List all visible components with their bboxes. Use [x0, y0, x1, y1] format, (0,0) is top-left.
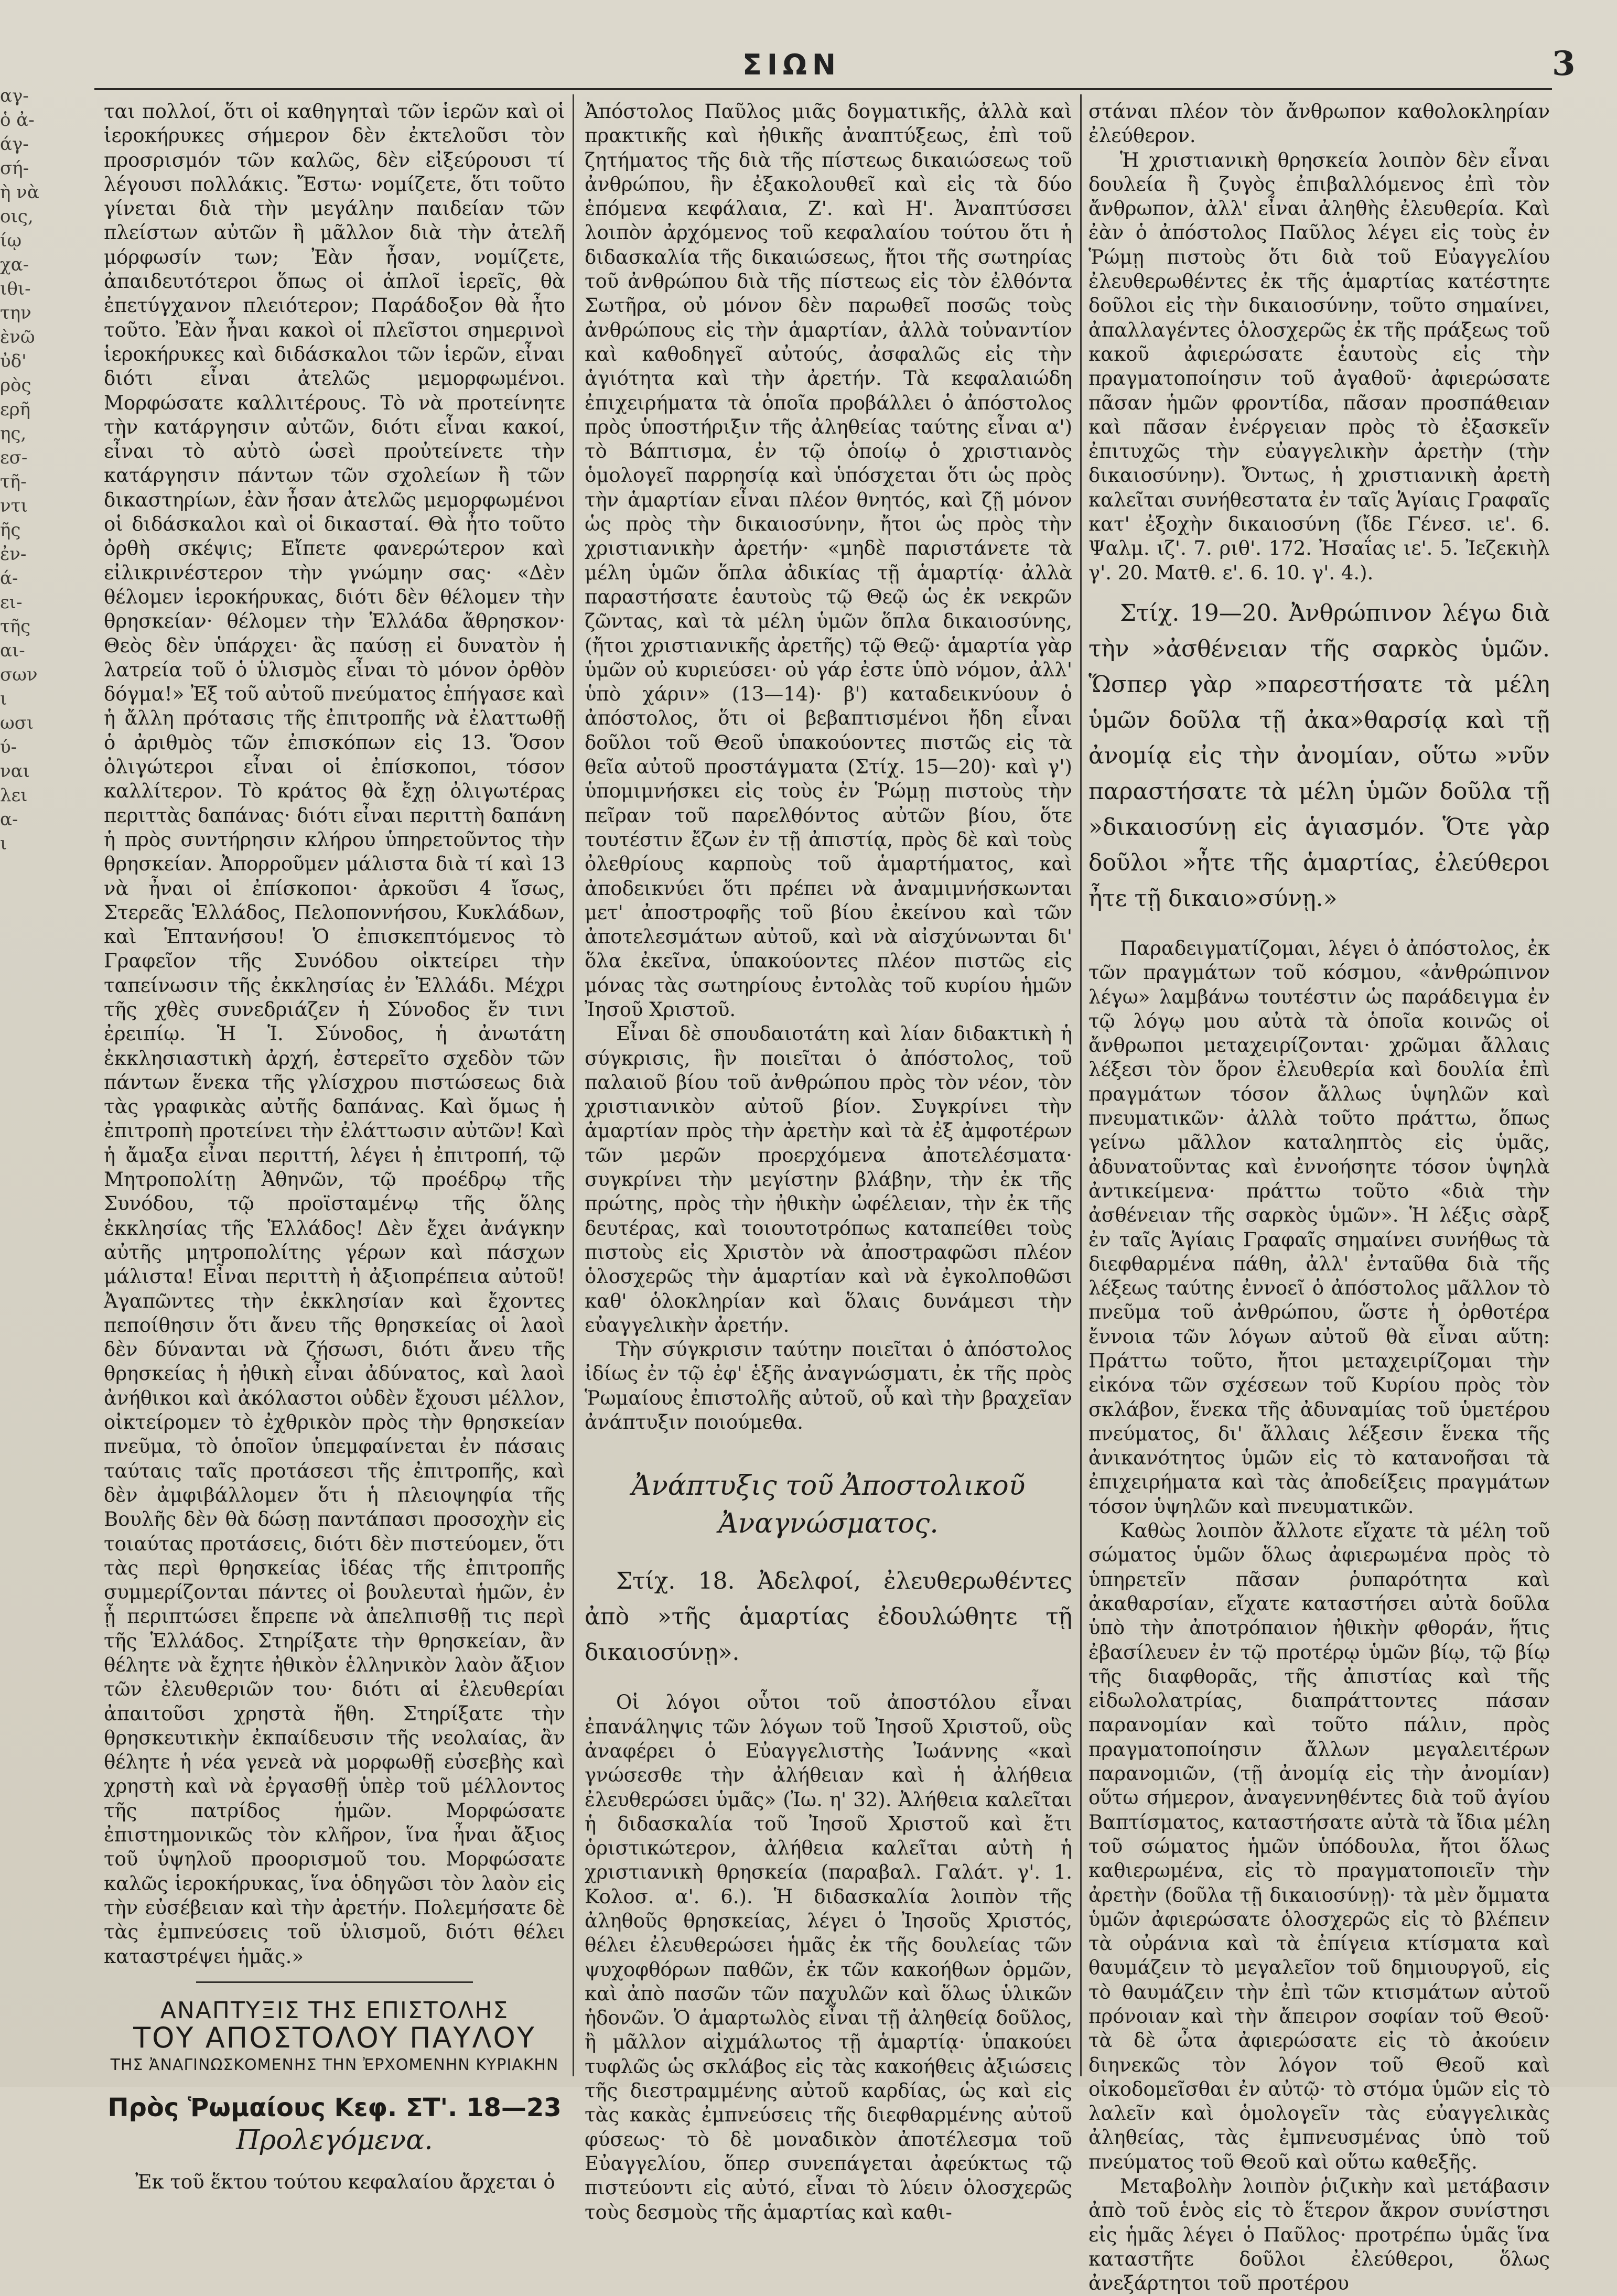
edge-fragment: ίῳ [0, 230, 22, 251]
page-number: 3 [1552, 44, 1576, 83]
edge-fragment: α- [0, 809, 18, 830]
edge-fragment: ι [0, 833, 7, 854]
edge-fragment: αι- [0, 640, 25, 661]
edge-fragment: αγ- [0, 85, 29, 106]
edge-fragment: ιθι- [0, 278, 31, 299]
col3-paragraph: Καθὼς λοιπὸν ἄλλοτε εἴχατε τὰ μέλη τοῦ σώματος ὑμῶν ὅλως ἀφιερωμένα πρὸς τὸ ὑπηρετεῖν πᾶσαν ῥυπαρότητα καὶ ἀκαθαρσίαν, εἴχατε καταστήσει αὐτὰ δοῦλα ὑπὸ τὴν ἀποτρόπαιον ἠθικὴν φθοράν, ἥτις ἐβασίλευεν ἐν τῷ προτέρῳ ὑμῶν βίῳ, τῷ βίῳ τῆς διαφθορᾶς, τῆς ἀπιστίας καὶ τῆς εἰδωλολατρίας, διαπράττοντες πάσαν παρανομίαν καὶ τοῦτο πάλιν, πρὸς πραγματοποίησιν ἄλλων μεγαλειτέρων παρανομιῶν, (τῇ ἀνομίᾳ εἰς τὴν ἀνομίαν) οὕτω σήμερον, ἀναγεννηθέντες διὰ τοῦ ἁγίου Βαπτίσματος, καταστήσατε αὐτὰ τὰ ἴδια μέλη τοῦ σώματος ἡμῶν ὑπόδουλα, ἤτοι ὅλως καθιερωμένα, εἰς τὸ πραγματοποιεῖν τὴν ἀρετὴν (δοῦλα τῇ δικαιοσύνῃ)· τὰ μὲν ὄμματα ὑμῶν ἀφιερώσατε ὁλοσχερῶς εἰς τὸ βλέπειν τὰ οὐράνια καὶ τὰ ἐπίγεια κτίσματα καὶ θαυμάζειν τὸ μεγαλεῖον τοῦ δημιουργοῦ, εἰς τὸ θαυμάζειν τὴν ἐπὶ τῶν κτισμάτων αὐτοῦ πρόνοιαν καὶ τὴν ἄπειρον σοφίαν τοῦ Θεοῦ· τὰ δὲ ὦτα ἀφιερώσατε εἰς τὸ ἀκούειν διηνεκῶς τὸν λόγον τοῦ Θεοῦ καὶ οἰκοδομεῖσθαι ἐν αὐτῷ· τὸ στόμα ὑμῶν εἰς τὸ λαλεῖν καὶ ὁμολογεῖν τὰς εὐαγγελικὰς ἀληθείας, τὰς ἐμπνευσμένας ὑπὸ τοῦ πνεύματος τοῦ Θεοῦ καὶ οὕτω καθεξῆς. [1088, 1519, 1550, 2173]
section-heading: Ἀνάπτυξις τοῦ Ἀποστολικοῦ Ἀναγνώσματος. [631, 1470, 1026, 1540]
col1-paragraph: ται πολλοί, ὅτι οἱ καθηγηταὶ τῶν ἱερῶν καὶ οἱ ἱεροκήρυκες σήμερον δὲν ἐκτελοῦσι τὸν προσρισμόν τῶν καλῶς, δὲν εἰξεύρουσι τί λέγουσι πολλάκις. Ἔστω· νομίζετε, ὅτι τοῦτο γίνεται διὰ τὴν μεγάλην παιδείαν τῶν πλείστων αὐτῶν ἢ μᾶλλον διὰ τὴν ἀτελῆ μόρφωσίν των; Ἐὰν ἦσαν, νομίζετε, ἀπαιδευτότεροι ὅπως οἱ ἁπλοῖ ἱερεῖς, θὰ ἐπετύγχανον πλειότερον; Παράδοξον θὰ ἦτο τοῦτο. Ἐὰν ἦναι κακοὶ οἱ πλεῖστοι σημερινοὶ ἱεροκήρυκες καὶ διδάσκαλοι τῶν ἱερῶν, εἶναι διότι εἶναι ἀτελῶς μεμορφωμένοι. Μορφώσατε καλλιτέρους. Τὸ νὰ προτείνητε τὴν κατάργησιν αὐτῶν, διότι εἶναι κακοί, εἶναι τὸ αὐτὸ ὡσεὶ προὐτείνετε τὴν κατάργησιν πάντων τῶν σχολείων ἢ τῶν δικαστηρίων, ἐὰν ἦσαν ἀτελῶς μεμορφωμένοι οἱ διδάσκαλοι καὶ οἱ δικασταί. Θὰ ἦτο τοῦτο ὀρθὴ σκέψις; Εἴπετε φανερώτερον καὶ εἰλικρινέστερον τὴν γνώμην σας· «Δὲν θέλομεν ἱεροκήρυκας, διότι δὲν θέλομεν τὴν θρησκείαν· θέλομεν τὴν Ἑλλάδα ἄθρησκον· Θεὸς δὲν ὑπάρχει· ἂς παύσῃ εἰ δυνατὸν ἡ λατρεία τοῦ ὁ ὑλισμὸς εἶναι τὸ μόνον ὀρθὸν δόγμα!» Ἐξ τοῦ αὐτοῦ πνεύματος ἐπήγασε καὶ ἡ ἄλλη πρότασις τῆς ἐπιτροπῆς νὰ ἐλαττωθῇ ὁ ἀριθμὸς τῶν ἐπισκόπων εἰς 13. Ὅσον ὀλιγώτεροι εἶναι οἱ ἐπίσκοποι, τόσον καλλίτερον. Τὸ κράτος θὰ ἔχῃ ὀλιγωτέρας περιττὰς δαπάνας· διότι εἶναι περιττὴ δαπάνη ἡ πρὸς συντήρησιν κλήρου ὑπηρετοῦντος τὴν θρησκείαν. Ἀπορροῦμεν μάλιστα διὰ τί καὶ 13 νὰ ἦναι οἱ ἐπίσκοποι· ἀρκοῦσι 4 ἴσως, Στερεᾶς Ἑλλάδος, Πελοποννήσου, Κυκλάδων, καὶ Ἑπτανήσου! Ὁ ἐπισκεπτόμενος τὸ Γραφεῖον τῆς Συνόδου οἰκτείρει τὴν ταπείνωσιν τῆς ἐκκλησίας ἐν Ἑλλάδι. Μέχρι τῆς χθὲς συνεδριάζεν ἡ Σύνοδος ἔν τινι ἐρειπίῳ. Ἡ Ἱ. Σύνοδος, ἡ ἀνωτάτη ἐκκλησιαστικὴ ἀρχή, ἐστερεῖτο σχεδὸν τῶν πάντων ἕνεκα τῆς γλίσχρου πιστώσεως διὰ τὰς γραφικὰς αὐτῆς δαπάνας. Καὶ ὅμως ἡ ἐπιτροπὴ προτείνει τὴν ἐλάττωσιν αὐτῶν! Καὶ ἡ ἄμαξα εἶναι περιττή, λέγει ἡ ἐπιτροπή, τῷ Μητροπολίτῃ Ἀθηνῶν, τῷ προέδρῳ τῆς Συνόδου, τῷ προϊσταμένῳ τῆς ὅλης ἐκκλησίας τῆς Ἑλλάδος! Δὲν ἔχει ἀνάγκην αὐτῆς μητροπολίτης γέρων καὶ πάσχων μάλιστα! Εἶναι περιττὴ ἡ ἀξιοπρέπεια αὐτοῦ! Ἀγαπῶντες τὴν ἐκκλησίαν καὶ ἔχοντες πεποίθησιν ὅτι ἄνευ τῆς θρησκείας οἱ λαοὶ δὲν δύνανται νὰ ζήσωσι, διότι ἄνευ τῆς θρησκείας ἡ ἠθικὴ εἶναι ἀδύνατος, καὶ λαοὶ ἀνήθικοι καὶ ἀκόλαστοι οὐδὲν ἔχουσι μέλλον, οἰκτείρομεν τὸ ἐχθρικὸν πρὸς τὴν θρησκείαν πνεῦμα, τὸ ὁποῖον ὑπεμφαίνεται ἐν πάσαις ταύταις ταῖς προτάσεσι τῆς ἐπιτροπῆς, καὶ δὲν ἀμφιβάλλομεν ὅτι ἡ πλειοψηφία τῆς Βουλῆς δὲν θὰ δώσῃ παντάπασι προσοχὴν εἰς τοιαύτας προτάσεις, διότι δὲν πιστεύομεν, ὅτι τὰς περὶ θρησκείας ἰδέας τῆς ἐπιτροπῆς συμμερίζονται πάντες οἱ βουλευταὶ ἡμῶν, ἐν ᾗ περιπτώσει ἔπρεπε νὰ ἀπελπισθῇ τις περὶ τῆς Ἑλλάδος. Στηρίξατε τὴν θρησκείαν, ἂν θέλητε νὰ ἔχητε ἠθικὸν ἑλληνικὸν λαὸν ἄξιον τῶν ἐλευθεριῶν του· διότι αἱ ἐλευθερίαι ἀπαιτοῦσι χρηστὰ ἤθη. Στηρίξατε τὴν θρησκευτικὴν ἐκπαίδευσιν τῆς νεολαίας, ἂν θέλητε ἡ νέα γενεὰ νὰ μορφωθῇ εὐσεβὴς καὶ χρηστὴ καὶ νὰ ἐργασθῇ ὑπὲρ τοῦ μέλλοντος τῆς πατρίδος ἡμῶν. Μορφώσατε ἐπιστημονικῶς τὸν κλῆρον, ἵνα ἦναι ἄξιος τοῦ ὑψηλοῦ προορισμοῦ του. Μορφώσατε καλῶς ἱεροκήρυκας, ἵνα ὁδηγῶσι τὸν λαὸν εἰς τὴν εὐσέβειαν καὶ τὴν ἀρετήν. Πολεμήσατε δὲ τὰς ἐμπνεύσεις τοῦ ὑλισμοῦ, διότι θέλει καταστρέψει ἡμᾶς.» [104, 100, 565, 1968]
col3-paragraph: Μεταβολὴν λοιπὸν ῥιζικὴν καὶ μετάβασιν ἀπὸ τοῦ ἑνὸς εἰς τὸ ἕτερον ἄκρον συνίστησι εἰς ἡμᾶς λέγει ὁ Παῦλος· προτρέπω ὑμᾶς ἵνα καταστῆτε δοῦλοι ἐλεύθεροι, ὅλως ἀνεξάρτητοι τοῦ προτέρου [1088, 2175, 1550, 2295]
verse-18: Στίχ. 18. Ἀδελφοί, ἐλευθερωθέντες ἀπὸ »τῆς ἁμαρτίας ἐδουλώθητε τῇ δικαιοσύνῃ». [585, 1568, 1072, 1666]
edge-fragment: την [0, 303, 31, 324]
edge-fragment: ρὸς [0, 375, 31, 396]
edge-fragment: ι [0, 688, 7, 709]
article-heading-3: ΤΗΣ ἈΝΑΓΙΝΩΣΚΟΜΕΝΗΣ ΤΗΝ ἘΡΧΟΜΕΝΗΝ ΚΥΡΙΑΚΗΝ [110, 2056, 559, 2075]
edge-fragment: άγ- [0, 134, 29, 155]
edge-fragment: εσ- [0, 447, 28, 468]
edge-fragment: ά- [0, 568, 18, 589]
edge-fragment: σή- [0, 158, 29, 179]
edge-fragment: ύ- [0, 737, 17, 758]
col2-paragraph: Οἱ λόγοι οὗτοι τοῦ ἀποστόλου εἶναι ἐπανάληψις τῶν λόγων τοῦ Ἰησοῦ Χριστοῦ, οὓς ἀναφέρει ὁ Εὐαγγελιστὴς Ἰωάννης «καὶ γνώσεσθε τὴν ἀλήθειαν καὶ ἡ ἀλήθεια ἐλευθερώσει ὑμᾶς» (Ἰω. η' 32). Ἀλήθεια καλεῖται ἡ διδασκαλία τοῦ Ἰησοῦ Χριστοῦ καὶ ἔτι ὁριστικώτερον, ἀλήθεια καλεῖται αὐτὴ ἡ χριστιανικὴ θρησκεία (παραβαλ. Γαλάτ. γ'. 1. Κολοσ. α'. 6.). Ἡ διδασκαλία λοιπὸν τῆς ἀληθοῦς θρησκείας, λέγει ὁ Ἰησοῦς Χριστός, θέλει ἐλευθερώσει ἡμᾶς ἐκ τῆς δουλείας τῶν ψυχοφθόρων παθῶν, ἐκ τῶν κακοήθων ὁρμῶν, καὶ ἀπὸ πασῶν τῶν παχυλῶν καὶ ὅλως ὑλικῶν ἡδονῶν. Ὁ ἁμαρτωλὸς εἶναι τῇ ἀληθείᾳ δοῦλος, ἢ μᾶλλον αἰχμάλωτος τῇ ἁμαρτίᾳ· ὑπακούει τυφλῶς ὡς σκλάβος εἰς τὰς κακοήθεις ἀξιώσεις τῆς διεστραμμένης αὐτοῦ καρδίας, ὡς καὶ εἰς τὰς κακὰς ἐμπνεύσεις τῆς διεφθαρμένης αὐτοῦ φύσεως· τὸ δὲ μοναδικὸν ἀποτέλεσμα τοῦ Εὐαγγελίου, ὅπερ συνεπάγεται ἀφεύκτως τῷ πιστεύοντι εἰς αὐτό, εἶναι τὸ λύειν ὁλοσχερῶς τοὺς δεσμοὺς τῆς ἁμαρτίας καὶ καθι- [585, 1691, 1072, 2224]
edge-fragment: σων [0, 664, 38, 685]
column-3 [1088, 100, 1550, 2295]
col3-paragraph: στάναι πλέον τὸν ἄνθρωπον καθολοκληρίαν ἐλεύθερον. [1088, 100, 1550, 147]
edge-fragment: χα- [0, 254, 29, 275]
col2-paragraph: Εἶναι δὲ σπουδαιοτάτη καὶ λίαν διδακτικὴ ἡ σύγκρισις, ἣν ποιεῖται ὁ ἀπόστολος, τοῦ παλαιοῦ βίου τοῦ ἀνθρώπου πρὸς τὸν νέον, τὸν χριστιανικὸν αὐτοῦ βίον. Συγκρίνει τὴν ἁμαρτίαν πρὸς τὴν ἀρετὴν καὶ τὰ ἐξ ἀμφοτέρων τῶν μερῶν προερχόμενα ἀποτελέσματα· συγκρίνει τὴν μεγίστην βλάβην, τὴν ἐκ τῆς πρώτης, πρὸς τὴν ἠθικὴν ὠφέλειαν, τὴν ἐκ τῆς δευτέρας, καὶ τοιουτοτρόπως καταπείθει τοὺς πιστοὺς εἰς Χριστὸν νὰ ἀποστραφῶσι πλέον ὁλοσχερῶς τὴν ἁμαρτίαν καὶ νὰ ἐγκολποθῶσι καθ' ὁλοκληρίαν καὶ ὅλαις δυνάμεσι τὴν εὐαγγελικὴν ἀρετήν. [585, 1022, 1072, 1336]
previous-page-edge [0, 84, 41, 2024]
edge-fragment: ερῆ [0, 399, 30, 420]
edge-fragment: ὐδ' [0, 351, 27, 372]
edge-fragment: ὴ νὰ [0, 182, 39, 203]
edge-fragment: οις, [0, 206, 34, 227]
edge-fragment: ὲνῶ [0, 327, 35, 348]
edge-fragment: ναι [0, 761, 30, 782]
column-rule-1 [573, 94, 574, 2076]
col2-paragraph: Τὴν σύγκρισιν ταύτην ποιεῖται ὁ ἀπόστολος ἰδίως ἐν τῷ ἐφ' ἑξῆς ἀναγνώσματι, ἐκ τῆς πρὸς Ῥωμαίους ἐπιστολῆς αὐτοῦ, οὗ καὶ τὴν βραχεῖαν ἀνάπτυξιν ποιούμεθα. [585, 1338, 1072, 1434]
edge-fragment: ης, [0, 423, 27, 444]
edge-fragment: τῆ- [0, 471, 27, 492]
edge-fragment: ντι [0, 495, 28, 516]
verse-19-20: Στίχ. 19—20. Ἀνθρώπινον λέγω διὰ τὴν »ἀσθένειαν τῆς σαρκὸς ὑμῶν. Ὥσπερ γὰρ »παρεστήσατε τὰ μέλη ὑμῶν δοῦλα τῇ ἀκα»θαρσίᾳ καὶ τῇ ἀνομίᾳ εἰς τὴν ἀνομίαν, οὕτω »νῦν παραστήσατε τὰ μέλη ὑμῶν δοῦλα τῇ »δικαιοσύνῃ εἰς ἁγιασμόν. Ὅτε γὰρ δοῦλοι »ἦτε τῆς ἁμαρτίας, ἐλεύθεροι ἦτε τῇ δικαιο»σύνῃ.» [1088, 599, 1550, 912]
edge-fragment: λει [0, 785, 28, 806]
edge-fragment: ὁ ἀ- [0, 110, 35, 131]
masthead-title: ΣΙΩΝ [742, 48, 842, 81]
article-heading-2: ΤΟΥ ΑΠΟΣΤΟΛΟΥ ΠΑΥΛΟΥ [133, 2021, 536, 2055]
edge-fragment: ῆς [0, 520, 21, 541]
column-1 [104, 100, 565, 2194]
edge-fragment: ἐν- [0, 544, 27, 565]
col3-paragraph: Παραδειγματίζομαι, λέγει ὁ ἀπόστολος, ἐκ τῶν πραγμάτων τοῦ κόσμου, «ἀνθρώπινον λέγω» λαμβάνω τουτέστιν ὡς παράδειγμα ἐν τῷ λόγῳ μου αὐτὰ τὰ ὁποῖα κοινῶς οἱ ἄνθρωποι μεταχειρίζονται· χρῶμαι ἄλλαις λέξεσι τὸν ὅρον ἐλευθερία καὶ δουλία ἐπὶ πραγμάτων τόσον ἄλλως ὑψηλῶν καὶ πνευματικῶν· ἀλλὰ τοῦτο πράττω, ὅπως γείνω μᾶλλον καταληπτὸς εἰς ὑμᾶς, ἀδυνατοῦντας καὶ ἐννοήσητε τόσον ὑψηλὰ ἀντικείμενα· πράττω τοῦτο «διὰ τὴν ἀσθένειαν τῆς σαρκὸς ὑμῶν». Ἡ λέξις σὰρξ ἐν ταῖς Ἁγίαις Γραφαῖς σημαίνει συνήθως τὰ διεφθαρμένα πάθη, ἀλλ' ἐνταῦθα διὰ τῆς λέξεως ταύτης ἐννοεῖ ὁ ἀπόστολος μᾶλλον τὸ πνεῦμα τοῦ ἀνθρώπου, ὥστε ἡ ὀρθοτέρα ἔννοια τῶν λόγων αὐτοῦ θὰ εἶναι αὕτη: Πράττω τοῦτο, ἤτοι μεταχειρίζομαι τὴν εἰκόνα τῶν σχέσεων τοῦ Κυρίου πρὸς τὸν σκλάβον, ἕνεκα τῆς ἀδυναμίας τοῦ ὑμετέρου πνεύματος, δι' ἄλλαις λέξεσιν ἕνεκα τῆς ἀνικανότητος ὑμῶν εἰς τὸ κατανοῆσαι τὰ ἐπιχειρήματα καὶ τὰς ἀποδείξεις πραγμάτων τόσον ὑψηλῶν καὶ πνευματικῶν. [1088, 936, 1550, 1518]
col3-paragraph: Ἡ χριστιανικὴ θρησκεία λοιπὸν δὲν εἶναι δουλεία ἢ ζυγὸς ἐπιβαλλόμενος ἐπὶ τὸν ἄνθρωπον, ἀλλ' εἶναι ἀληθὴς ἐλευθερία. Καὶ ἐὰν ὁ ἀπόστολος Παῦλος λέγει εἰς τοὺς ἐν Ῥώμῃ πιστοὺς ὅτι διὰ τοῦ Εὐαγγελίου ἐλευθερωθέντες ἐκ τῆς ἁμαρτίας κατέστητε δοῦλοι εἰς τὴν δικαιοσύνην, τοῦτο σημαίνει, ἀπαλλαγέντες ὁλοσχερῶς ἐκ τῆς πράξεως τοῦ κακοῦ ἀφιερώσατε ἑαυτοὺς εἰς τὴν πραγματοποίησιν τοῦ ἀγαθοῦ· ἀφιερώσατε πᾶσαν ἡμῶν φροντίδα, πᾶσαν προσπάθειαν καὶ πᾶσαν ἐνέργειαν πρὸς τὸ ἐξασκεῖν ἐπιτυχῶς τὴν εὐαγγελικὴν ἀρετὴν (τὴν δικαιοσύνην). Ὄντως, ἡ χριστιανικὴ ἀρετὴ καλεῖται συνήθεστατα ἐν ταῖς Ἁγίαις Γραφαῖς κατ' ἐξοχὴν δικαιοσύνη (ἴδε Γένεσ. ιε'. 6. Ψαλμ. ιζ'. 7. ριθ'. 172. Ἠσαΐας ιε'. 5. Ἰεζεκιὴλ γ'. 20. Ματθ. ε'. 6. 10. γ'. 4.). [1088, 148, 1550, 584]
edge-fragment: ει- [0, 592, 23, 613]
separator-rule [196, 1981, 473, 1983]
article-heading-4: Πρὸς Ῥωμαίους Κεφ. ΣΤ'. 18—23 [107, 2093, 562, 2122]
column-2 [585, 100, 1072, 2224]
col2-paragraph: Ἀπόστολος Παῦλος μιᾶς δογματικῆς, ἀλλὰ καὶ πρακτικῆς καὶ ἠθικῆς ἀναπτύξεως, ἐπὶ τοῦ ζητήματος τῆς διὰ τῆς πίστεως δικαιώσεως τοῦ ἀνθρώπου, ἣν ἐξακολουθεῖ καὶ εἰς τὰ δύο ἑπόμενα κεφάλαια, Ζ'. καὶ Η'. Ἀναπτύσσει λοιπὸν ἀρχόμενος τοῦ κεφαλαίου τούτου ὅτι ἡ διδασκαλία τῆς δικαιώσεως, ἤτοι τῆς σωτηρίας τοῦ ἀνθρώπου διὰ τῆς πίστεως εἰς τὸν ἐλθόντα Σωτῆρα, οὐ μόνον δὲν παρωθεῖ ποσῶς τοὺς ἀνθρώπους εἰς τὴν ἁμαρτίαν, ἀλλὰ τοὐναντίον καὶ καθοδηγεῖ αὐτούς, ἀσφαλῶς εἰς τὴν ἁγιότητα καὶ τὴν ἀρετήν. Τὰ κεφαλαιώδη ἐπιχειρήματα τὰ ὁποῖα προβάλλει ὁ ἀπόστολος πρὸς ὑποστήριξιν τῆς ἀληθείας ταύτης εἶναι α') τὸ Βάπτισμα, ἐν τῷ ὁποίῳ ὁ χριστιανὸς ὁμολογεῖ παρρησίᾳ καὶ ὑπόσχεται ὅτι ὡς πρὸς τὴν ἁμαρτίαν εἶναι πλέον θνητός, καὶ ζῇ μόνον ὡς πρὸς τὴν δικαιοσύνην, ἤτοι ὡς πρὸς τὴν χριστιανικὴν ἀρετήν· «μηδὲ παριστάνετε τὰ μέλη ὑμῶν ὅπλα ἀδικίας τῇ ἁμαρτίᾳ· ἀλλὰ παραστήσατε ἑαυτοὺς τῷ Θεῷ ὡς ἐκ νεκρῶν ζῶντας, καὶ τὰ μέλη ὑμῶν ὅπλα δικαιοσύνης, (ἤτοι χριστιανικῆς ἀρετῆς) τῷ Θεῷ· ἁμαρτία γὰρ ὑμῶν οὐ κυριεύσει· οὐ γάρ ἐστε ὑπὸ νόμον, ἀλλ' ὑπὸ χάριν» (13—14)· β') καταδεικνύουν ὁ ἀπόστολος, ὅτι οἱ βεβαπτισμένοι ἤδη εἶναι δοῦλοι τοῦ Θεοῦ ὑπακούοντες πιστῶς εἰς τὰ θεῖα αὐτοῦ προστάγματα (Στίχ. 15—20)· καὶ γ') ὑπομιμνήσκει εἰς τοὺς ἐν Ῥώμῃ πιστοὺς τὴν πεῖραν τοῦ παρελθόντος αὐτῶν βίου, ὅτε τουτέστιν ἔζων ἐν τῇ ἀπιστίᾳ, πρὸς δὲ καὶ τοὺς ὀλεθρίους καρποὺς τοῦ ἁμαρτήματος, καὶ ἀποδεικνύει ὅτι πρέπει νὰ ἀναμιμνήσκωνται μετ' ἀποστροφῆς τοῦ βίου ἐκείνου καὶ τῶν ἀποτελεσμάτων αὐτοῦ, καὶ νὰ αἰσχύνωνται δι' ὅλα ἐκεῖνα, ὑπακούοντες πλέον πιστῶς εἰς μόνας τὰς σωτηρίους ἐντολὰς τοῦ κυρίου ἡμῶν Ἰησοῦ Χριστοῦ. [585, 100, 1072, 1021]
article-heading-1: ΑΝΑΠΤΥΞΙΣ ΤΗΣ ΕΠΙΣΤΟΛΗΣ [160, 1997, 509, 2024]
edge-fragment: τῆς [0, 616, 31, 637]
article-heading-5: Προλεγόμενα. [236, 2125, 433, 2157]
header-rule [94, 88, 1552, 90]
column-rule-2 [1080, 94, 1082, 2076]
col1-last-paragraph: Ἐκ τοῦ ἕκτου τούτου κεφαλαίου ἄρχεται ὁ [135, 2171, 555, 2194]
edge-fragment: ωσι [0, 713, 34, 734]
